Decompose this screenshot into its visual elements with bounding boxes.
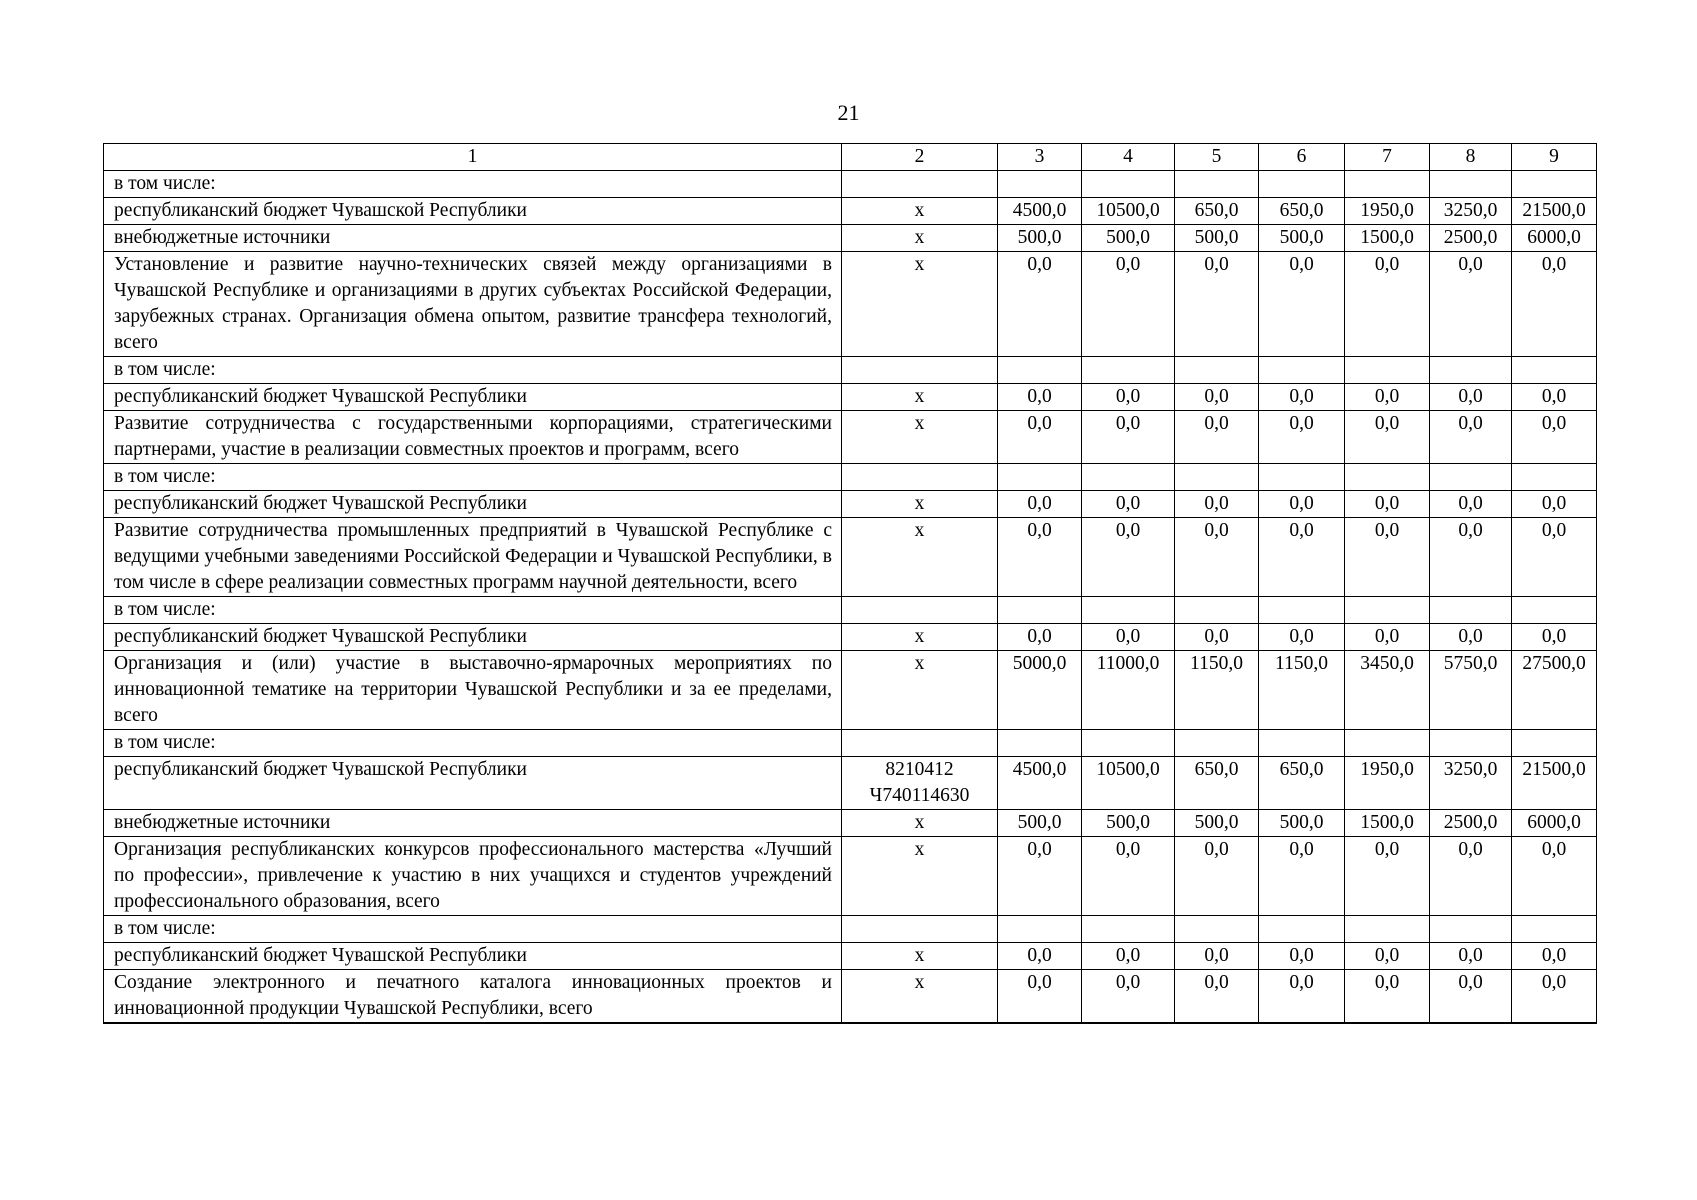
row-code: х	[842, 225, 998, 252]
row-value: 0,0	[998, 970, 1082, 1024]
row-value: 0,0	[1345, 411, 1430, 464]
budget-table	[103, 143, 1597, 1024]
row-description: Развитие сотрудничества с государственными корпорациями, стратегическими партнерами, участие в реализации совместных проектов и программ, всего	[104, 411, 842, 464]
row-value	[1430, 171, 1512, 198]
row-value	[1345, 916, 1430, 943]
row-code: х	[842, 810, 998, 837]
row-code: х	[842, 651, 998, 730]
row-code: х	[842, 411, 998, 464]
row-value	[1175, 464, 1259, 491]
row-description: в том числе:	[104, 916, 842, 943]
table-row	[104, 916, 1597, 943]
row-value	[1175, 730, 1259, 757]
row-value: 0,0	[1082, 624, 1175, 651]
row-value: 0,0	[1259, 970, 1345, 1024]
row-value	[1430, 916, 1512, 943]
row-value: 1500,0	[1345, 225, 1430, 252]
row-value: 500,0	[1259, 225, 1345, 252]
row-value	[1512, 730, 1597, 757]
row-value: 3450,0	[1345, 651, 1430, 730]
row-value: 21500,0	[1512, 198, 1597, 225]
row-value	[1259, 730, 1345, 757]
row-value	[1082, 916, 1175, 943]
row-code: х	[842, 837, 998, 916]
row-value: 0,0	[1259, 518, 1345, 597]
row-value: 4500,0	[998, 198, 1082, 225]
row-code: х	[842, 198, 998, 225]
row-value: 1950,0	[1345, 198, 1430, 225]
row-value	[1082, 597, 1175, 624]
header-row	[104, 144, 1597, 171]
row-value	[1175, 171, 1259, 198]
row-code: х	[842, 518, 998, 597]
row-value: 0,0	[998, 491, 1082, 518]
row-value: 0,0	[1430, 411, 1512, 464]
row-value: 0,0	[998, 624, 1082, 651]
row-value: 0,0	[1175, 384, 1259, 411]
table-row	[104, 810, 1597, 837]
table-row	[104, 384, 1597, 411]
row-value: 0,0	[998, 518, 1082, 597]
row-value: 0,0	[1259, 837, 1345, 916]
column-header: 1	[104, 144, 842, 171]
row-value	[1259, 464, 1345, 491]
column-header: 4	[1082, 144, 1175, 171]
row-value: 0,0	[1175, 624, 1259, 651]
row-value	[1430, 464, 1512, 491]
row-value: 0,0	[1430, 252, 1512, 357]
row-value	[1175, 357, 1259, 384]
row-code: х	[842, 943, 998, 970]
column-header: 3	[998, 144, 1082, 171]
table-row	[104, 225, 1597, 252]
row-value: 0,0	[1345, 943, 1430, 970]
row-value	[1082, 171, 1175, 198]
row-value: 0,0	[1430, 624, 1512, 651]
row-value: 27500,0	[1512, 651, 1597, 730]
table-row	[104, 491, 1597, 518]
row-value	[1259, 916, 1345, 943]
row-value: 0,0	[1259, 624, 1345, 651]
row-value: 0,0	[1082, 837, 1175, 916]
row-code: х	[842, 970, 998, 1024]
table-row	[104, 624, 1597, 651]
row-value: 10500,0	[1082, 757, 1175, 810]
row-value: 3250,0	[1430, 198, 1512, 225]
table-row	[104, 411, 1597, 464]
row-value	[1512, 597, 1597, 624]
page-number: 21	[837, 100, 860, 125]
row-code	[842, 357, 998, 384]
row-value: 0,0	[1175, 970, 1259, 1024]
row-value: 0,0	[1259, 411, 1345, 464]
row-value: 0,0	[1082, 411, 1175, 464]
table-row	[104, 651, 1597, 730]
row-value: 650,0	[1175, 198, 1259, 225]
row-description: Организация и (или) участие в выставочно-ярмарочных мероприятиях по инновационной тематике на территории Чувашской Республики и за ее пределами, всего	[104, 651, 842, 730]
table-row	[104, 252, 1597, 357]
row-value	[1512, 916, 1597, 943]
row-value	[1259, 597, 1345, 624]
column-header: 6	[1259, 144, 1345, 171]
row-value: 0,0	[1512, 411, 1597, 464]
row-value: 0,0	[1512, 624, 1597, 651]
row-value: 0,0	[1175, 252, 1259, 357]
row-value: 0,0	[1430, 491, 1512, 518]
table-row	[104, 518, 1597, 597]
row-description: республиканский бюджет Чувашской Республики	[104, 491, 842, 518]
row-value: 0,0	[1512, 970, 1597, 1024]
row-value: 0,0	[998, 837, 1082, 916]
row-value: 0,0	[1082, 518, 1175, 597]
row-description: Установление и развитие научно-технических связей между организациями в Чувашской Республике и организациями в других субъектах Российской Федерации, зарубежных странах. Организация обмена опытом, развитие трансфера технологий, всего	[104, 252, 842, 357]
row-value	[1082, 357, 1175, 384]
row-value	[998, 464, 1082, 491]
row-value: 650,0	[1259, 757, 1345, 810]
table-row	[104, 730, 1597, 757]
row-value: 0,0	[998, 384, 1082, 411]
row-value: 0,0	[1082, 252, 1175, 357]
row-value: 0,0	[1175, 943, 1259, 970]
row-code	[842, 597, 998, 624]
row-value	[998, 171, 1082, 198]
row-value: 0,0	[1175, 411, 1259, 464]
row-value	[1512, 357, 1597, 384]
table-row	[104, 357, 1597, 384]
row-value: 0,0	[1082, 384, 1175, 411]
row-value	[1430, 730, 1512, 757]
row-value: 0,0	[1345, 491, 1430, 518]
row-value	[998, 730, 1082, 757]
row-value	[998, 597, 1082, 624]
row-value	[1512, 464, 1597, 491]
row-value: 500,0	[1082, 810, 1175, 837]
row-value: 1150,0	[1175, 651, 1259, 730]
row-value: 500,0	[998, 225, 1082, 252]
column-header: 8	[1430, 144, 1512, 171]
row-value: 500,0	[998, 810, 1082, 837]
row-value: 1950,0	[1345, 757, 1430, 810]
table-row	[104, 464, 1597, 491]
table-row	[104, 970, 1597, 1024]
row-description: в том числе:	[104, 597, 842, 624]
row-value: 5750,0	[1430, 651, 1512, 730]
row-value	[998, 916, 1082, 943]
row-value: 1150,0	[1259, 651, 1345, 730]
row-value: 0,0	[1430, 970, 1512, 1024]
row-value: 5000,0	[998, 651, 1082, 730]
row-value	[1512, 171, 1597, 198]
row-value: 6000,0	[1512, 225, 1597, 252]
row-value: 4500,0	[998, 757, 1082, 810]
row-value: 0,0	[1082, 943, 1175, 970]
row-value	[1175, 597, 1259, 624]
row-value	[1259, 357, 1345, 384]
row-code	[842, 464, 998, 491]
row-code	[842, 730, 998, 757]
row-value: 0,0	[1082, 970, 1175, 1024]
row-value: 0,0	[1512, 518, 1597, 597]
row-value	[1345, 730, 1430, 757]
row-code	[842, 171, 998, 198]
row-code	[842, 916, 998, 943]
row-code: х	[842, 491, 998, 518]
row-value: 6000,0	[1512, 810, 1597, 837]
row-value: 0,0	[998, 252, 1082, 357]
row-value	[1259, 171, 1345, 198]
row-description: республиканский бюджет Чувашской Республики	[104, 757, 842, 810]
row-value: 11000,0	[1082, 651, 1175, 730]
row-value	[1082, 730, 1175, 757]
table-row	[104, 597, 1597, 624]
row-description: в том числе:	[104, 730, 842, 757]
row-value: 0,0	[1259, 491, 1345, 518]
row-value: 0,0	[1512, 837, 1597, 916]
row-value: 0,0	[1175, 491, 1259, 518]
row-value: 650,0	[1259, 198, 1345, 225]
row-value	[1345, 464, 1430, 491]
row-value: 3250,0	[1430, 757, 1512, 810]
row-description: в том числе:	[104, 464, 842, 491]
table-row	[104, 943, 1597, 970]
row-value	[998, 357, 1082, 384]
table-row	[104, 198, 1597, 225]
row-value: 10500,0	[1082, 198, 1175, 225]
row-value: 0,0	[1345, 518, 1430, 597]
row-value	[1175, 916, 1259, 943]
row-value: 500,0	[1082, 225, 1175, 252]
row-value: 0,0	[1175, 518, 1259, 597]
row-value: 0,0	[1512, 491, 1597, 518]
table-row	[104, 837, 1597, 916]
row-description: республиканский бюджет Чувашской Республики	[104, 198, 842, 225]
row-value: 0,0	[1345, 624, 1430, 651]
row-value: 0,0	[1175, 837, 1259, 916]
row-value: 500,0	[1259, 810, 1345, 837]
row-code: х	[842, 624, 998, 651]
row-value: 0,0	[998, 411, 1082, 464]
row-description: внебюджетные источники	[104, 225, 842, 252]
table-row	[104, 171, 1597, 198]
row-value: 500,0	[1175, 810, 1259, 837]
row-description: в том числе:	[104, 171, 842, 198]
column-header: 2	[842, 144, 998, 171]
row-value: 0,0	[1512, 384, 1597, 411]
row-value: 0,0	[1430, 518, 1512, 597]
row-value	[1430, 357, 1512, 384]
row-value: 0,0	[1430, 943, 1512, 970]
row-value	[1345, 597, 1430, 624]
row-value: 1500,0	[1345, 810, 1430, 837]
column-header: 5	[1175, 144, 1259, 171]
row-code: 8210412 Ч740114630	[842, 757, 998, 810]
column-header: 9	[1512, 144, 1597, 171]
column-header: 7	[1345, 144, 1430, 171]
row-value	[1430, 597, 1512, 624]
row-description: республиканский бюджет Чувашской Республики	[104, 943, 842, 970]
row-value: 0,0	[1259, 943, 1345, 970]
row-value: 0,0	[1512, 252, 1597, 357]
row-description: республиканский бюджет Чувашской Республики	[104, 384, 842, 411]
row-description: в том числе:	[104, 357, 842, 384]
row-description: внебюджетные источники	[104, 810, 842, 837]
row-value: 0,0	[1082, 491, 1175, 518]
row-value: 0,0	[1259, 384, 1345, 411]
row-value: 0,0	[1345, 970, 1430, 1024]
row-value: 0,0	[1345, 837, 1430, 916]
row-value: 0,0	[1430, 837, 1512, 916]
row-value: 21500,0	[1512, 757, 1597, 810]
table-row	[104, 757, 1597, 810]
row-value: 0,0	[1259, 252, 1345, 357]
row-value	[1082, 464, 1175, 491]
row-value: 0,0	[1430, 384, 1512, 411]
row-description: Развитие сотрудничества промышленных предприятий в Чувашской Республике с ведущими учебными заведениями Российской Федерации и Чувашской Республики, в том числе в сфере реализации совместных программ научной деятельности, всего	[104, 518, 842, 597]
row-value	[1345, 357, 1430, 384]
row-value: 2500,0	[1430, 225, 1512, 252]
row-description: Создание электронного и печатного каталога инновационных проектов и инновационной продукции Чувашской Республики, всего	[104, 970, 842, 1024]
row-description: республиканский бюджет Чувашской Республики	[104, 624, 842, 651]
row-value: 500,0	[1175, 225, 1259, 252]
row-value: 0,0	[1512, 943, 1597, 970]
row-value: 0,0	[1345, 384, 1430, 411]
row-value	[1345, 171, 1430, 198]
row-value: 650,0	[1175, 757, 1259, 810]
row-code: х	[842, 252, 998, 357]
row-code: х	[842, 384, 998, 411]
row-description: Организация республиканских конкурсов профессионального мастерства «Лучший по профессии», привлечение к участию в них учащихся и студентов учреждений профессионального образования, всего	[104, 837, 842, 916]
row-value: 0,0	[998, 943, 1082, 970]
row-value: 2500,0	[1430, 810, 1512, 837]
row-value: 0,0	[1345, 252, 1430, 357]
